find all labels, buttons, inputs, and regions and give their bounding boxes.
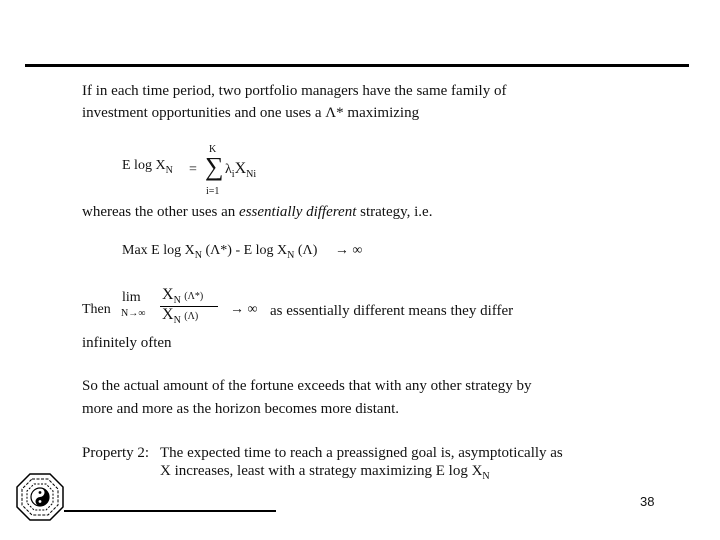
para2-emph: essentially different bbox=[239, 204, 357, 220]
para3: infinitely often bbox=[82, 335, 172, 351]
property2-label: Property 2: bbox=[82, 445, 150, 461]
eq2-minus-e-log: - E log X bbox=[235, 243, 288, 258]
page-number: 38 bbox=[640, 494, 655, 509]
eq2-sub1: N bbox=[194, 249, 202, 261]
eq1-term bbox=[225, 160, 256, 180]
eq1-sum-symbol: ∑ bbox=[205, 152, 224, 181]
para1-line1: If in each time period, two portfolio managers have the same family of bbox=[82, 83, 507, 99]
para2 bbox=[82, 203, 432, 221]
property2-line2-text: X increases, least with a strategy maximizing E log X bbox=[160, 463, 483, 479]
eq3-then: Then bbox=[82, 302, 111, 317]
eq3-den-x: X bbox=[162, 306, 174, 323]
eq2 bbox=[122, 243, 362, 261]
eq3-arrow: → ∞ bbox=[230, 302, 258, 317]
para4-line1: So the actual amount of the fortune exceeds that with any other strategy by bbox=[82, 378, 532, 394]
eq1-lhs bbox=[122, 158, 173, 176]
para4-line2: more and more as the horizon becomes more distant. bbox=[82, 401, 399, 417]
eq3-den-sub: N bbox=[173, 314, 181, 326]
para1-line2: investment opportunities and one uses a Λ* maximizing bbox=[82, 105, 420, 121]
eq3-lim: lim bbox=[122, 290, 141, 305]
property2-line1: The expected time to reach a preassigned goal is, asymptotically as bbox=[160, 445, 563, 461]
eq3-tail: as essentially different means they differ bbox=[270, 303, 514, 319]
eq2-max-e-log: Max E log X bbox=[122, 243, 195, 258]
para2-suffix: strategy, i.e. bbox=[356, 204, 433, 220]
eq1-lambda: λ bbox=[225, 162, 232, 177]
eq2-arrow: → ∞ bbox=[334, 243, 363, 258]
eq1-lhs-sub: N bbox=[165, 164, 173, 176]
eq1-equals: = bbox=[189, 162, 197, 177]
eq2-arg1: (Λ*) bbox=[205, 243, 232, 258]
eq3-num-sub: N bbox=[173, 294, 181, 306]
eq3-den-arg: (Λ) bbox=[184, 311, 199, 322]
eq1-lambda-sub: i bbox=[231, 168, 235, 180]
eq1-x: X bbox=[234, 160, 247, 177]
top-rule bbox=[25, 64, 689, 67]
eq1-sum-bottom: i=1 bbox=[206, 186, 220, 197]
eq3-lim-sub: N→∞ bbox=[121, 308, 146, 319]
property2-line2 bbox=[160, 462, 490, 486]
eq3-denominator bbox=[162, 306, 198, 326]
eq1-x-sub: Ni bbox=[246, 168, 257, 180]
eq3-num-x: X bbox=[162, 286, 174, 303]
para2-prefix: whereas the other uses an bbox=[82, 204, 240, 220]
eq1-lhs-text: E log X bbox=[122, 158, 166, 173]
bottom-rule bbox=[64, 510, 276, 512]
eq2-arg2: (Λ) bbox=[297, 243, 318, 258]
eq1-sum-top: K bbox=[209, 144, 217, 155]
eq2-sub2: N bbox=[287, 249, 295, 261]
property2-line2-sub: N bbox=[482, 471, 490, 482]
eq3-num-arg: (Λ*) bbox=[184, 291, 204, 302]
eq3-numerator bbox=[162, 286, 203, 306]
bagua-logo-icon bbox=[16, 473, 64, 521]
